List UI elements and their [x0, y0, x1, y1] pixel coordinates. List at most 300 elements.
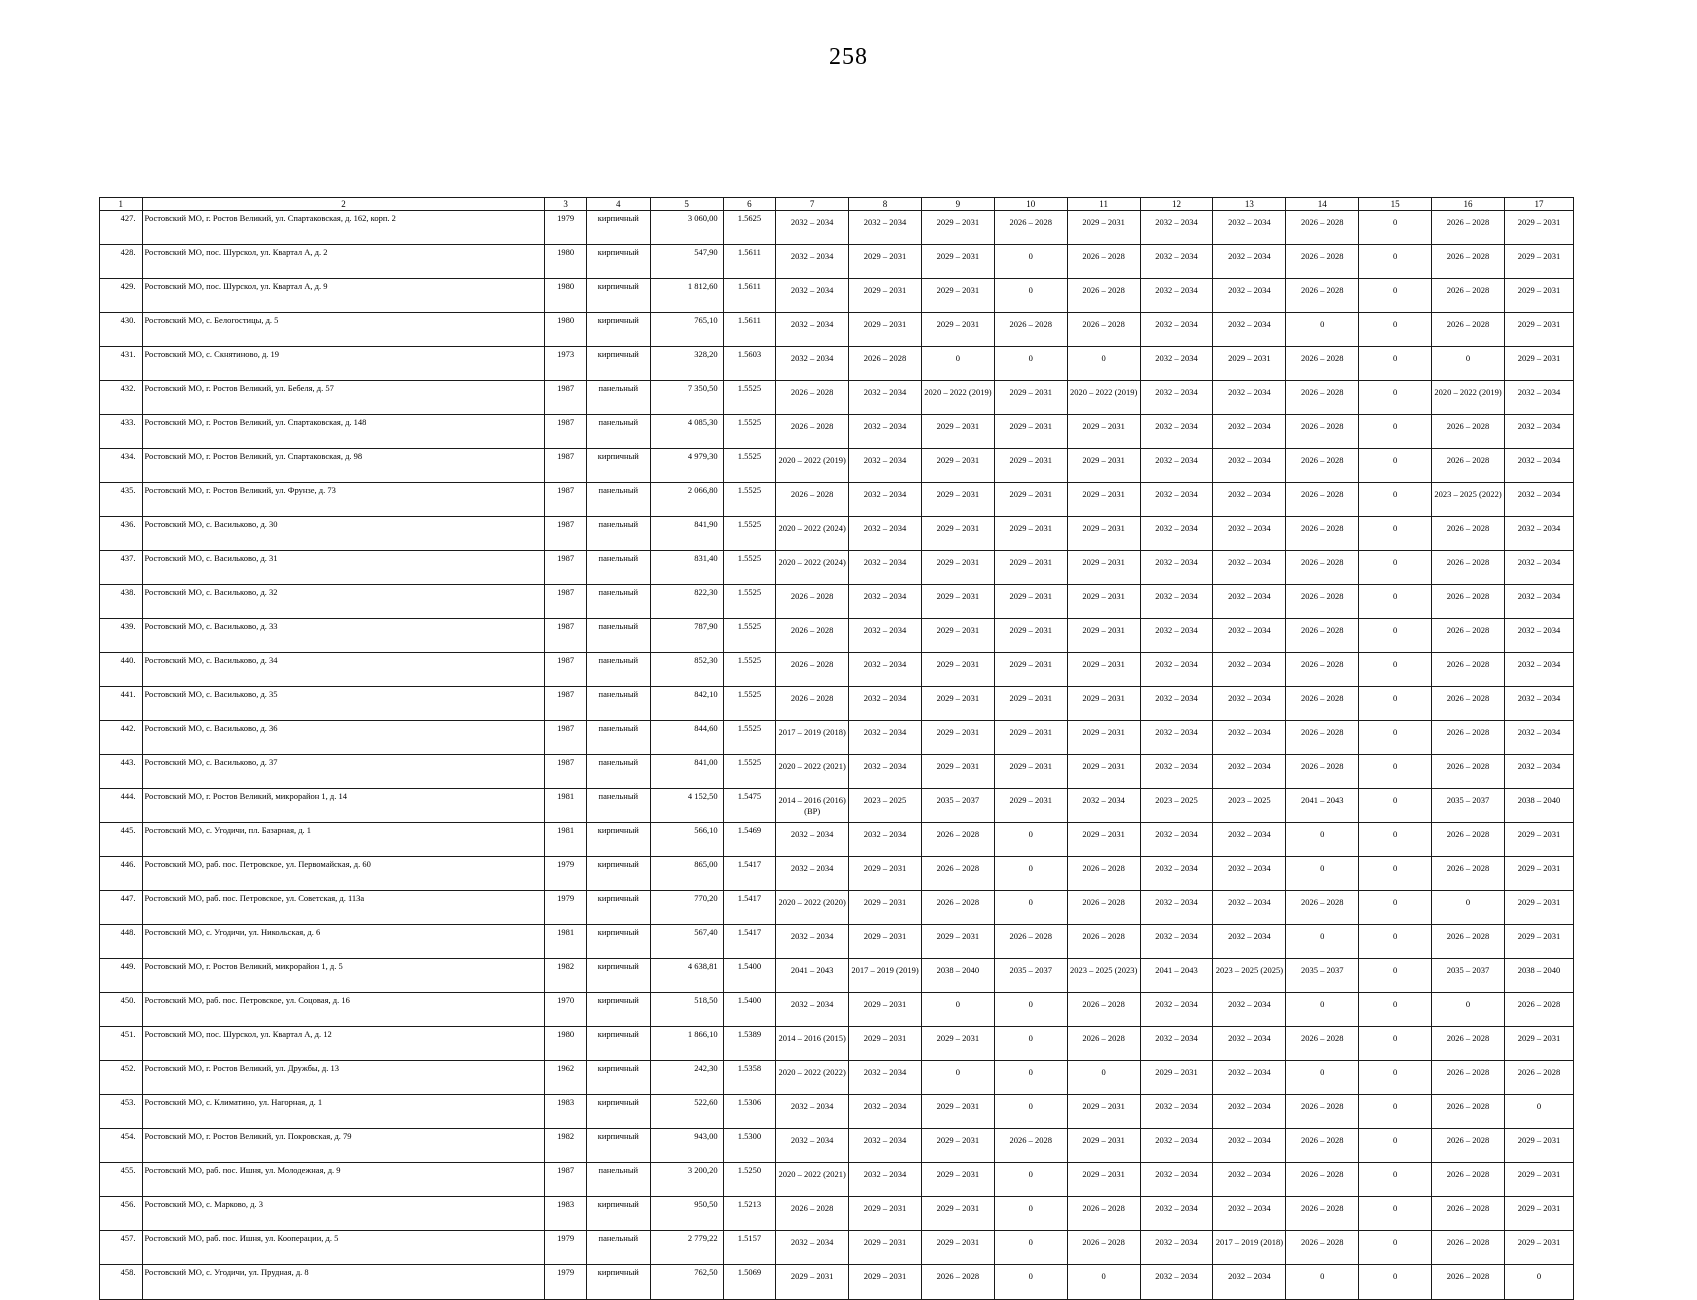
- coefficient-cell: 1.5525: [723, 585, 776, 619]
- area-cell: 2 066,80: [650, 483, 723, 517]
- year-cell: 1980: [545, 313, 587, 347]
- schedule-cell: 2029 – 2031: [849, 1027, 922, 1061]
- area-cell: 566,10: [650, 823, 723, 857]
- schedule-cell: 2017 – 2019 (2019): [849, 959, 922, 993]
- schedule-cell: 0: [994, 1163, 1067, 1197]
- value-cell: 0: [1359, 483, 1432, 517]
- schedule-cell: 2029 – 2031: [1067, 755, 1140, 789]
- schedule-cell: 2026 – 2028: [1286, 1163, 1359, 1197]
- value-cell: 0: [1359, 245, 1432, 279]
- column-header: 14: [1286, 198, 1359, 211]
- schedule-cell: 2029 – 2031: [849, 1231, 922, 1265]
- schedule-cell: 2026 – 2028: [1432, 755, 1505, 789]
- wall-material-cell: панельный: [586, 687, 650, 721]
- wall-material-cell: кирпичный: [586, 1095, 650, 1129]
- column-header: 9: [921, 198, 994, 211]
- value-cell: 0: [1359, 687, 1432, 721]
- row-number-cell: 445.: [100, 823, 143, 857]
- schedule-cell: 2032 – 2034: [1504, 721, 1573, 755]
- address-cell: Ростовский МО, с. Угодичи, пл. Базарная, д. 1: [142, 823, 545, 857]
- coefficient-cell: 1.5400: [723, 993, 776, 1027]
- area-cell: 841,00: [650, 755, 723, 789]
- coefficient-cell: 1.5417: [723, 891, 776, 925]
- column-header: 8: [849, 198, 922, 211]
- year-cell: 1987: [545, 721, 587, 755]
- schedule-cell: 2029 – 2031: [1067, 551, 1140, 585]
- schedule-cell: 2020 – 2022 (2024): [776, 517, 849, 551]
- schedule-cell: 2026 – 2028: [994, 925, 1067, 959]
- area-cell: 7 350,50: [650, 381, 723, 415]
- address-cell: Ростовский МО, г. Ростов Великий, ул. Спартаковская, д. 162, корп. 2: [142, 211, 545, 245]
- schedule-cell: 2029 – 2031: [994, 415, 1067, 449]
- schedule-cell: 0: [994, 347, 1067, 381]
- schedule-cell: 2029 – 2031: [849, 925, 922, 959]
- schedule-cell: 2026 – 2028: [1432, 279, 1505, 313]
- schedule-cell: 2029 – 2031: [1067, 721, 1140, 755]
- schedule-cell: 2032 – 2034: [1140, 687, 1213, 721]
- wall-material-cell: кирпичный: [586, 245, 650, 279]
- table-row: [100, 721, 1574, 755]
- row-number-cell: 440.: [100, 653, 143, 687]
- row-number-cell: 433.: [100, 415, 143, 449]
- schedule-cell: 2029 – 2031: [1067, 517, 1140, 551]
- schedule-cell: 2029 – 2031: [1067, 211, 1140, 245]
- address-cell: Ростовский МО, с. Марково, д. 3: [142, 1197, 545, 1231]
- address-cell: Ростовский МО, раб. пос. Ишня, ул. Молодежная, д. 9: [142, 1163, 545, 1197]
- schedule-cell: 2023 – 2025 (2022): [1432, 483, 1505, 517]
- address-cell: Ростовский МО, с. Васильково, д. 37: [142, 755, 545, 789]
- wall-material-cell: кирпичный: [586, 449, 650, 483]
- schedule-cell: 2032 – 2034: [1213, 1163, 1286, 1197]
- schedule-cell: 2026 – 2028: [921, 891, 994, 925]
- schedule-cell: 2029 – 2031: [921, 313, 994, 347]
- address-cell: Ростовский МО, г. Ростов Великий, ул. Дружбы, д. 13: [142, 1061, 545, 1095]
- table-row: [100, 211, 1574, 245]
- schedule-cell: 2032 – 2034: [1213, 1265, 1286, 1300]
- column-header: 15: [1359, 198, 1432, 211]
- schedule-cell: 2032 – 2034: [1140, 517, 1213, 551]
- address-cell: Ростовский МО, г. Ростов Великий, ул. Фрунзе, д. 73: [142, 483, 545, 517]
- schedule-cell: 2032 – 2034: [849, 551, 922, 585]
- schedule-cell: 2026 – 2028: [1432, 313, 1505, 347]
- value-cell: 0: [1359, 959, 1432, 993]
- table-row: [100, 687, 1574, 721]
- schedule-cell: 0: [994, 891, 1067, 925]
- schedule-cell: 2029 – 2031: [1504, 211, 1573, 245]
- schedule-cell: 2023 – 2025: [849, 789, 922, 823]
- year-cell: 1987: [545, 551, 587, 585]
- schedule-cell: 2032 – 2034: [776, 1129, 849, 1163]
- schedule-cell: 2020 – 2022 (2019): [1432, 381, 1505, 415]
- schedule-cell: 2032 – 2034: [776, 1095, 849, 1129]
- coefficient-cell: 1.5400: [723, 959, 776, 993]
- coefficient-cell: 1.5611: [723, 279, 776, 313]
- schedule-cell: 2032 – 2034: [1213, 891, 1286, 925]
- row-number-cell: 432.: [100, 381, 143, 415]
- coefficient-cell: 1.5603: [723, 347, 776, 381]
- year-cell: 1987: [545, 517, 587, 551]
- schedule-cell: 2029 – 2031: [921, 1129, 994, 1163]
- table-row: [100, 1197, 1574, 1231]
- schedule-cell: 2026 – 2028: [1286, 619, 1359, 653]
- schedule-cell: 0: [921, 993, 994, 1027]
- schedule-cell: 2026 – 2028: [1286, 1231, 1359, 1265]
- year-cell: 1987: [545, 483, 587, 517]
- address-cell: Ростовский МО, г. Ростов Великий, ул. Спартаковская, д. 98: [142, 449, 545, 483]
- schedule-cell: 2026 – 2028: [1067, 1027, 1140, 1061]
- schedule-cell: 2029 – 2031: [921, 483, 994, 517]
- schedule-cell: 2029 – 2031: [1504, 313, 1573, 347]
- schedule-cell: 2029 – 2031: [1504, 1027, 1573, 1061]
- wall-material-cell: кирпичный: [586, 1129, 650, 1163]
- row-number-cell: 447.: [100, 891, 143, 925]
- area-cell: 4 979,30: [650, 449, 723, 483]
- schedule-cell: 2032 – 2034: [1213, 449, 1286, 483]
- column-header: 6: [723, 198, 776, 211]
- schedule-cell: 2029 – 2031: [1504, 823, 1573, 857]
- coefficient-cell: 1.5525: [723, 415, 776, 449]
- area-cell: 4 152,50: [650, 789, 723, 823]
- wall-material-cell: кирпичный: [586, 279, 650, 313]
- table-row: [100, 585, 1574, 619]
- row-number-cell: 429.: [100, 279, 143, 313]
- schedule-cell: 2041 – 2043: [776, 959, 849, 993]
- column-header: 12: [1140, 198, 1213, 211]
- schedule-cell: 2026 – 2028: [1286, 687, 1359, 721]
- schedule-cell: 2029 – 2031: [921, 1163, 994, 1197]
- area-cell: 787,90: [650, 619, 723, 653]
- value-cell: 0: [1359, 755, 1432, 789]
- address-cell: Ростовский МО, с. Васильково, д. 35: [142, 687, 545, 721]
- wall-material-cell: кирпичный: [586, 823, 650, 857]
- schedule-cell: 2020 – 2022 (2024): [776, 551, 849, 585]
- schedule-cell: 2026 – 2028: [1286, 755, 1359, 789]
- value-cell: 0: [1359, 1163, 1432, 1197]
- table-row: [100, 653, 1574, 687]
- table-row: [100, 551, 1574, 585]
- schedule-cell: 2029 – 2031: [994, 449, 1067, 483]
- schedule-cell: 2014 – 2016 (2016) (ВР): [776, 789, 849, 823]
- schedule-cell: 2026 – 2028: [1432, 449, 1505, 483]
- wall-material-cell: кирпичный: [586, 891, 650, 925]
- schedule-cell: 2032 – 2034: [1140, 1265, 1213, 1300]
- column-header: 4: [586, 198, 650, 211]
- row-number-cell: 449.: [100, 959, 143, 993]
- schedule-cell: 2038 – 2040: [921, 959, 994, 993]
- schedule-cell: 2029 – 2031: [849, 1197, 922, 1231]
- area-cell: 522,60: [650, 1095, 723, 1129]
- schedule-cell: 2035 – 2037: [921, 789, 994, 823]
- wall-material-cell: панельный: [586, 1163, 650, 1197]
- schedule-cell: 2032 – 2034: [1140, 823, 1213, 857]
- schedule-cell: 2026 – 2028: [1286, 381, 1359, 415]
- wall-material-cell: панельный: [586, 483, 650, 517]
- schedule-cell: 2026 – 2028: [1286, 1095, 1359, 1129]
- schedule-cell: 2029 – 2031: [994, 483, 1067, 517]
- area-cell: 822,30: [650, 585, 723, 619]
- address-cell: Ростовский МО, с. Васильково, д. 31: [142, 551, 545, 585]
- value-cell: 0: [1359, 789, 1432, 823]
- schedule-cell: 2029 – 2031: [1067, 449, 1140, 483]
- schedule-cell: 2032 – 2034: [1140, 551, 1213, 585]
- table-row: [100, 789, 1574, 823]
- schedule-cell: 0: [1067, 1265, 1140, 1300]
- address-cell: Ростовский МО, пос. Шурскол, ул. Квартал А, д. 2: [142, 245, 545, 279]
- schedule-cell: 2032 – 2034: [1140, 653, 1213, 687]
- row-number-cell: 444.: [100, 789, 143, 823]
- area-cell: 865,00: [650, 857, 723, 891]
- schedule-cell: 2026 – 2028: [1286, 245, 1359, 279]
- year-cell: 1979: [545, 211, 587, 245]
- table-row: [100, 517, 1574, 551]
- wall-material-cell: кирпичный: [586, 857, 650, 891]
- schedule-cell: 2029 – 2031: [994, 517, 1067, 551]
- area-cell: 567,40: [650, 925, 723, 959]
- row-number-cell: 441.: [100, 687, 143, 721]
- wall-material-cell: кирпичный: [586, 993, 650, 1027]
- area-cell: 765,10: [650, 313, 723, 347]
- address-cell: Ростовский МО, раб. пос. Петровское, ул. Соцовая, д. 16: [142, 993, 545, 1027]
- schedule-cell: 0: [1432, 891, 1505, 925]
- schedule-cell: 2029 – 2031: [921, 1197, 994, 1231]
- wall-material-cell: панельный: [586, 789, 650, 823]
- schedule-cell: 2029 – 2031: [921, 653, 994, 687]
- schedule-cell: 2032 – 2034: [1140, 415, 1213, 449]
- schedule-cell: 0: [1432, 993, 1505, 1027]
- table-row: [100, 1129, 1574, 1163]
- schedule-cell: 2032 – 2034: [1140, 1129, 1213, 1163]
- wall-material-cell: панельный: [586, 415, 650, 449]
- schedule-cell: 2032 – 2034: [1213, 925, 1286, 959]
- schedule-cell: 2029 – 2031: [921, 551, 994, 585]
- column-header: 1: [100, 198, 143, 211]
- schedule-cell: 2032 – 2034: [1504, 755, 1573, 789]
- schedule-cell: 2032 – 2034: [1213, 381, 1286, 415]
- area-cell: 831,40: [650, 551, 723, 585]
- value-cell: 0: [1359, 1027, 1432, 1061]
- schedule-cell: 2020 – 2022 (2020): [776, 891, 849, 925]
- row-number-cell: 457.: [100, 1231, 143, 1265]
- schedule-cell: 0: [994, 279, 1067, 313]
- schedule-cell: 2029 – 2031: [1504, 1129, 1573, 1163]
- coefficient-cell: 1.5525: [723, 517, 776, 551]
- schedule-cell: 2029 – 2031: [1504, 891, 1573, 925]
- year-cell: 1979: [545, 1265, 587, 1300]
- year-cell: 1987: [545, 415, 587, 449]
- address-cell: Ростовский МО, с. Васильково, д. 32: [142, 585, 545, 619]
- schedule-cell: 2029 – 2031: [1067, 823, 1140, 857]
- schedule-cell: 2026 – 2028: [776, 415, 849, 449]
- schedule-cell: 0: [994, 1061, 1067, 1095]
- schedule-cell: 2026 – 2028: [1432, 211, 1505, 245]
- schedule-cell: 2041 – 2043: [1140, 959, 1213, 993]
- schedule-cell: 2032 – 2034: [849, 1061, 922, 1095]
- schedule-cell: 2029 – 2031: [849, 245, 922, 279]
- schedule-cell: 2029 – 2031: [1504, 279, 1573, 313]
- value-cell: 0: [1359, 381, 1432, 415]
- schedule-cell: 2032 – 2034: [1213, 279, 1286, 313]
- area-cell: 3 200,20: [650, 1163, 723, 1197]
- schedule-cell: 0: [1504, 1265, 1573, 1300]
- schedule-cell: 2029 – 2031: [1067, 585, 1140, 619]
- row-number-cell: 446.: [100, 857, 143, 891]
- schedule-cell: 0: [1286, 1061, 1359, 1095]
- address-cell: Ростовский МО, пос. Шурскол, ул. Квартал А, д. 12: [142, 1027, 545, 1061]
- schedule-cell: 0: [994, 1095, 1067, 1129]
- schedule-cell: 2026 – 2028: [1067, 1197, 1140, 1231]
- table-row: [100, 1061, 1574, 1095]
- area-cell: 3 060,00: [650, 211, 723, 245]
- row-number-cell: 439.: [100, 619, 143, 653]
- address-cell: Ростовский МО, с. Скнятиново, д. 19: [142, 347, 545, 381]
- schedule-cell: 2026 – 2028: [849, 347, 922, 381]
- schedule-cell: 2026 – 2028: [921, 857, 994, 891]
- schedule-cell: 2026 – 2028: [1432, 1095, 1505, 1129]
- value-cell: 0: [1359, 211, 1432, 245]
- row-number-cell: 430.: [100, 313, 143, 347]
- schedule-cell: 2038 – 2040: [1504, 959, 1573, 993]
- year-cell: 1987: [545, 585, 587, 619]
- schedule-cell: 2032 – 2034: [1140, 993, 1213, 1027]
- schedule-cell: 2032 – 2034: [1213, 721, 1286, 755]
- schedule-cell: 2032 – 2034: [1213, 755, 1286, 789]
- schedule-cell: 2026 – 2028: [1286, 483, 1359, 517]
- year-cell: 1987: [545, 381, 587, 415]
- schedule-cell: 2026 – 2028: [1067, 313, 1140, 347]
- schedule-cell: 2029 – 2031: [1504, 857, 1573, 891]
- schedule-cell: 2026 – 2028: [1286, 891, 1359, 925]
- schedule-cell: 0: [1286, 925, 1359, 959]
- schedule-cell: 2035 – 2037: [1286, 959, 1359, 993]
- year-cell: 1973: [545, 347, 587, 381]
- schedule-cell: 2017 – 2019 (2018): [1213, 1231, 1286, 1265]
- value-cell: 0: [1359, 279, 1432, 313]
- address-cell: Ростовский МО, г. Ростов Великий, ул. Бебеля, д. 57: [142, 381, 545, 415]
- schedule-cell: 2032 – 2034: [1213, 245, 1286, 279]
- schedule-cell: 2029 – 2031: [1504, 1231, 1573, 1265]
- wall-material-cell: панельный: [586, 1231, 650, 1265]
- schedule-cell: 2026 – 2028: [1432, 1129, 1505, 1163]
- address-cell: Ростовский МО, с. Белогостицы, д. 5: [142, 313, 545, 347]
- schedule-cell: 2026 – 2028: [921, 823, 994, 857]
- coefficient-cell: 1.5525: [723, 755, 776, 789]
- value-cell: 0: [1359, 993, 1432, 1027]
- schedule-cell: 2029 – 2031: [921, 415, 994, 449]
- wall-material-cell: кирпичный: [586, 959, 650, 993]
- table-row: [100, 313, 1574, 347]
- schedule-cell: 2026 – 2028: [776, 687, 849, 721]
- schedule-cell: 2026 – 2028: [1286, 517, 1359, 551]
- schedule-cell: 2032 – 2034: [1140, 1027, 1213, 1061]
- value-cell: 0: [1359, 619, 1432, 653]
- schedule-cell: 2032 – 2034: [1504, 415, 1573, 449]
- wall-material-cell: панельный: [586, 381, 650, 415]
- schedule-cell: 2032 – 2034: [1140, 347, 1213, 381]
- row-number-cell: 437.: [100, 551, 143, 585]
- schedule-cell: 2026 – 2028: [1432, 857, 1505, 891]
- schedule-cell: 2029 – 2031: [921, 925, 994, 959]
- schedule-cell: 2032 – 2034: [849, 517, 922, 551]
- schedule-cell: 2026 – 2028: [1432, 653, 1505, 687]
- schedule-cell: 2023 – 2025: [1213, 789, 1286, 823]
- schedule-cell: 0: [994, 1231, 1067, 1265]
- schedule-cell: 0: [994, 1027, 1067, 1061]
- area-cell: 841,90: [650, 517, 723, 551]
- schedule-cell: 2026 – 2028: [1432, 517, 1505, 551]
- coefficient-cell: 1.5525: [723, 449, 776, 483]
- schedule-cell: 2026 – 2028: [776, 483, 849, 517]
- schedule-cell: 2026 – 2028: [994, 211, 1067, 245]
- column-header: 11: [1067, 198, 1140, 211]
- schedule-cell: 2032 – 2034: [1213, 1197, 1286, 1231]
- schedule-cell: 2026 – 2028: [1286, 1129, 1359, 1163]
- address-cell: Ростовский МО, с. Васильково, д. 34: [142, 653, 545, 687]
- schedule-cell: 2029 – 2031: [1140, 1061, 1213, 1095]
- schedule-cell: 2032 – 2034: [1140, 449, 1213, 483]
- address-cell: Ростовский МО, с. Васильково, д. 30: [142, 517, 545, 551]
- coefficient-cell: 1.5525: [723, 687, 776, 721]
- schedule-cell: 2029 – 2031: [1504, 1163, 1573, 1197]
- row-number-cell: 434.: [100, 449, 143, 483]
- year-cell: 1980: [545, 279, 587, 313]
- coefficient-cell: 1.5525: [723, 619, 776, 653]
- column-header: 10: [994, 198, 1067, 211]
- schedule-cell: 2029 – 2031: [921, 279, 994, 313]
- schedule-cell: 2029 – 2031: [921, 585, 994, 619]
- schedule-cell: 2032 – 2034: [1213, 619, 1286, 653]
- coefficient-cell: 1.5525: [723, 721, 776, 755]
- schedule-cell: 2029 – 2031: [1067, 1095, 1140, 1129]
- schedule-cell: 2026 – 2028: [1286, 1027, 1359, 1061]
- schedule-cell: 2026 – 2028: [1432, 1163, 1505, 1197]
- wall-material-cell: кирпичный: [586, 347, 650, 381]
- table-row: [100, 483, 1574, 517]
- schedule-cell: 2026 – 2028: [1432, 619, 1505, 653]
- schedule-cell: 2026 – 2028: [776, 381, 849, 415]
- schedule-cell: 2032 – 2034: [1067, 789, 1140, 823]
- wall-material-cell: панельный: [586, 517, 650, 551]
- table-row: [100, 891, 1574, 925]
- schedule-cell: 2032 – 2034: [1213, 857, 1286, 891]
- schedule-cell: 2029 – 2031: [849, 1265, 922, 1300]
- schedule-cell: 2032 – 2034: [1213, 653, 1286, 687]
- schedule-cell: 2029 – 2031: [921, 245, 994, 279]
- schedule-cell: 2020 – 2022 (2021): [776, 755, 849, 789]
- year-cell: 1980: [545, 1027, 587, 1061]
- table-row: [100, 925, 1574, 959]
- row-number-cell: 454.: [100, 1129, 143, 1163]
- schedule-cell: 2032 – 2034: [1213, 1095, 1286, 1129]
- year-cell: 1981: [545, 823, 587, 857]
- row-number-cell: 427.: [100, 211, 143, 245]
- row-number-cell: 443.: [100, 755, 143, 789]
- schedule-cell: 2032 – 2034: [849, 381, 922, 415]
- schedule-cell: 2020 – 2022 (2019): [921, 381, 994, 415]
- schedule-cell: 2026 – 2028: [1286, 347, 1359, 381]
- schedule-cell: 2026 – 2028: [1286, 585, 1359, 619]
- schedule-cell: 2026 – 2028: [1432, 415, 1505, 449]
- schedule-cell: 2029 – 2031: [921, 687, 994, 721]
- schedule-cell: 2026 – 2028: [1286, 415, 1359, 449]
- schedule-cell: 2032 – 2034: [1140, 1197, 1213, 1231]
- schedule-cell: 2032 – 2034: [776, 925, 849, 959]
- year-cell: 1979: [545, 857, 587, 891]
- area-cell: 328,20: [650, 347, 723, 381]
- schedule-cell: 2032 – 2034: [1140, 891, 1213, 925]
- address-cell: Ростовский МО, с. Васильково, д. 33: [142, 619, 545, 653]
- schedule-cell: 2026 – 2028: [1432, 245, 1505, 279]
- schedule-cell: 2032 – 2034: [776, 857, 849, 891]
